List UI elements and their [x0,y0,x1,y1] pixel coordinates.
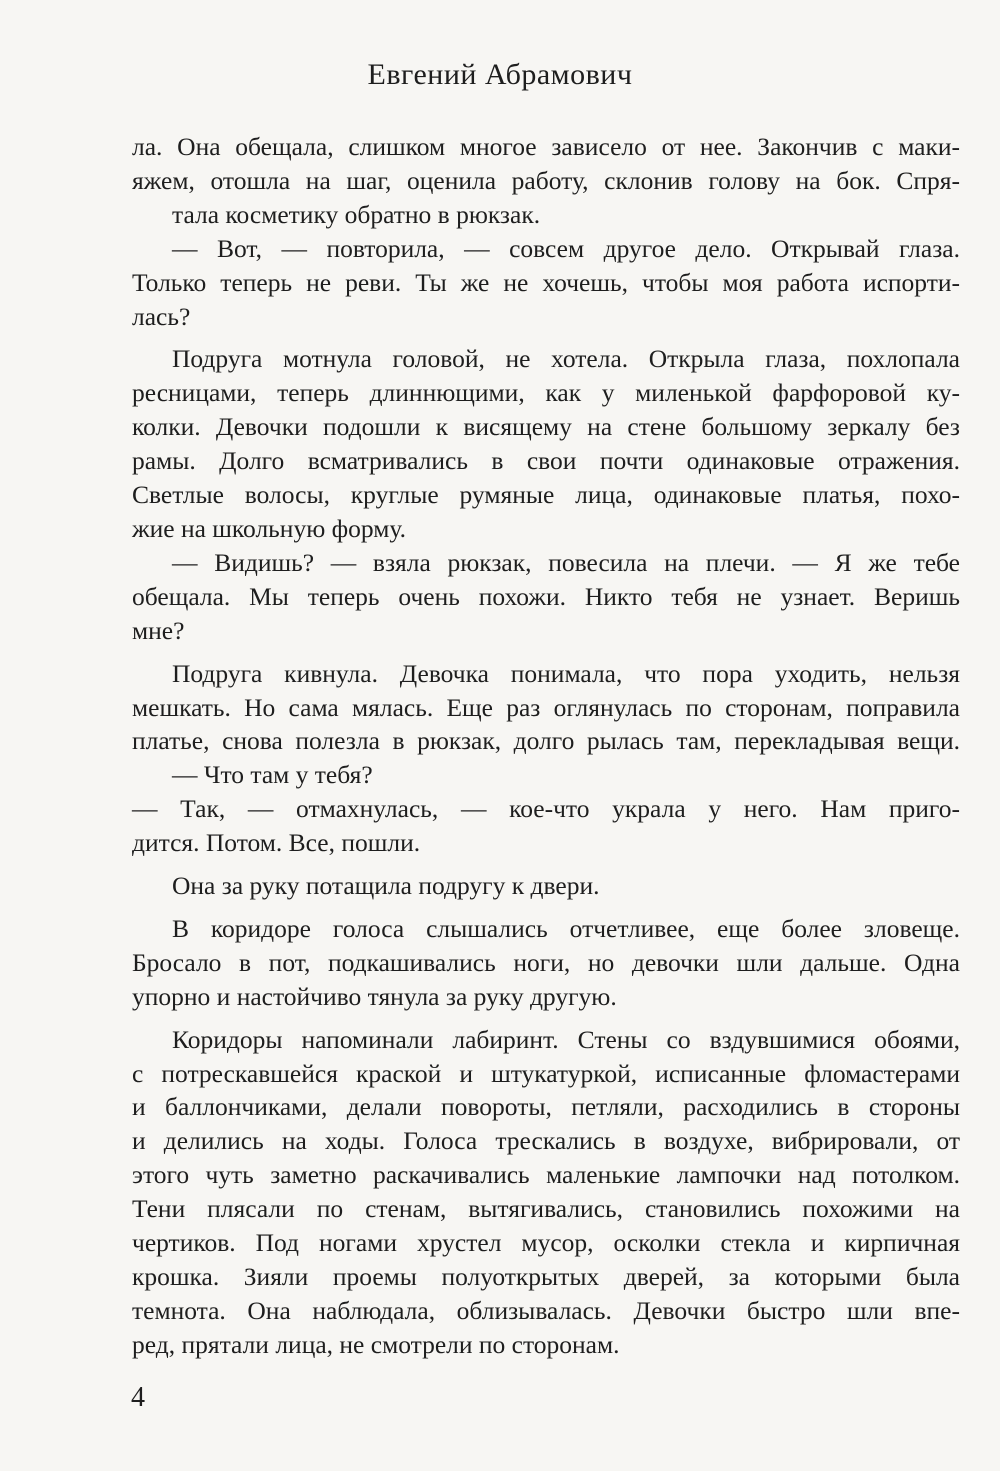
text-line: мне? [132,615,185,645]
text-line: — Что там у тебя? [172,760,373,790]
text-line: Тени плясали по стенам, вытягивались, становились похожими на [132,1194,960,1224]
text-line: Она за руку потащила подругу к двери. [172,871,600,901]
text-line: ла. Она обещала, слишком многое зависело от нее. Закончив с маки- [132,132,960,161]
text-line: Коридоры напоминали лабиринт. Стены со вздувшимися обоями, [172,1024,960,1054]
text-line: Подруга кивнула. Девочка понимала, что пора уходить, нельзя [172,658,960,688]
text-line: чертиков. Под ногами хрустел мусор, осколки стекла и кирпичная [132,1228,960,1258]
text-line: платье, снова полезла в рюкзак, долго рылась там, перекладывая вещи. [132,726,960,756]
text-line: — Вот, — повторила, — совсем другое дело. Открывай глаза. [172,233,960,263]
text-line: В коридоре голоса слышались отчетливее, еще более зловеще. [172,913,960,943]
paragraph-gap [132,860,960,869]
text-line: мешкать. Но сама мялась. Еще раз оглянулась по сторонам, поправила [132,692,960,722]
text-line: ред, прятали лица, не смотрели по сторонам. [132,1329,620,1359]
text-line: крошка. Зияли проемы полуоткрытых дверей, за которыми была [132,1262,960,1291]
text-line: жие на школьную форму. [132,513,406,543]
text-line: и баллончиками, делали повороты, петляли, расходились в стороны [132,1092,960,1122]
text-line: темнота. Она наблюдала, облизывалась. Девочки быстро шли впе- [132,1295,960,1325]
text-line: — Так, — отмахнулась, — кое-что украла у него. Нам приго- [132,794,960,824]
text-line: обещала. Мы теперь очень похожи. Никто тебя не узнает. Веришь [132,581,960,611]
paragraph-gap [132,648,960,657]
running-head-author: Евгений Абрамович [367,58,633,91]
page-number: 4 [131,1382,145,1413]
text-line: яжем, отошла на шаг, оценила работу, склонив голову на бок. Спря- [132,165,960,195]
text-line: колки. Девочки подошли к висящему на стене большому зеркалу без [132,412,960,442]
text-line: тала косметику обратно в рюкзак. [172,199,541,229]
body-text [132,130,960,1362]
text-line: Бросало в пот, подкашивались ноги, но девочки шли дальше. Одна [132,947,960,977]
text-line: и делились на ходы. Голоса трескались в воздухе, вибрировали, от [132,1126,960,1156]
text-line: упорно и настойчиво тянула за руку другую. [132,981,617,1011]
text-line: Только теперь не реви. Ты же не хочешь, чтобы моя работа испорти- [132,267,960,297]
paragraph-gap [132,333,960,342]
text-line: — Видишь? — взяла рюкзак, повесила на плечи. — Я же тебе [172,547,960,577]
text-line: Светлые волосы, круглые румяные лица, одинаковые платья, похо- [132,480,960,510]
text-line: рамы. Долго всматривались в свои почти одинаковые отражения. [132,446,960,476]
paragraph-gap [132,903,960,912]
text-line: этого чуть заметно раскачивались маленькие лампочки над потолком. [132,1160,960,1190]
text-line: дится. Потом. Все, пошли. [132,828,421,858]
text-line: Подруга мотнула головой, не хотела. Открыла глаза, похлопала [172,344,960,374]
text-line: ресницами, теперь длиннющими, как у миленькой фарфоровой ку- [132,378,960,408]
paragraph-gap [132,1014,960,1023]
text-line: с потрескавшейся краской и штукатуркой, исписанные фломастерами [132,1058,960,1088]
text-line: лась? [132,301,191,331]
